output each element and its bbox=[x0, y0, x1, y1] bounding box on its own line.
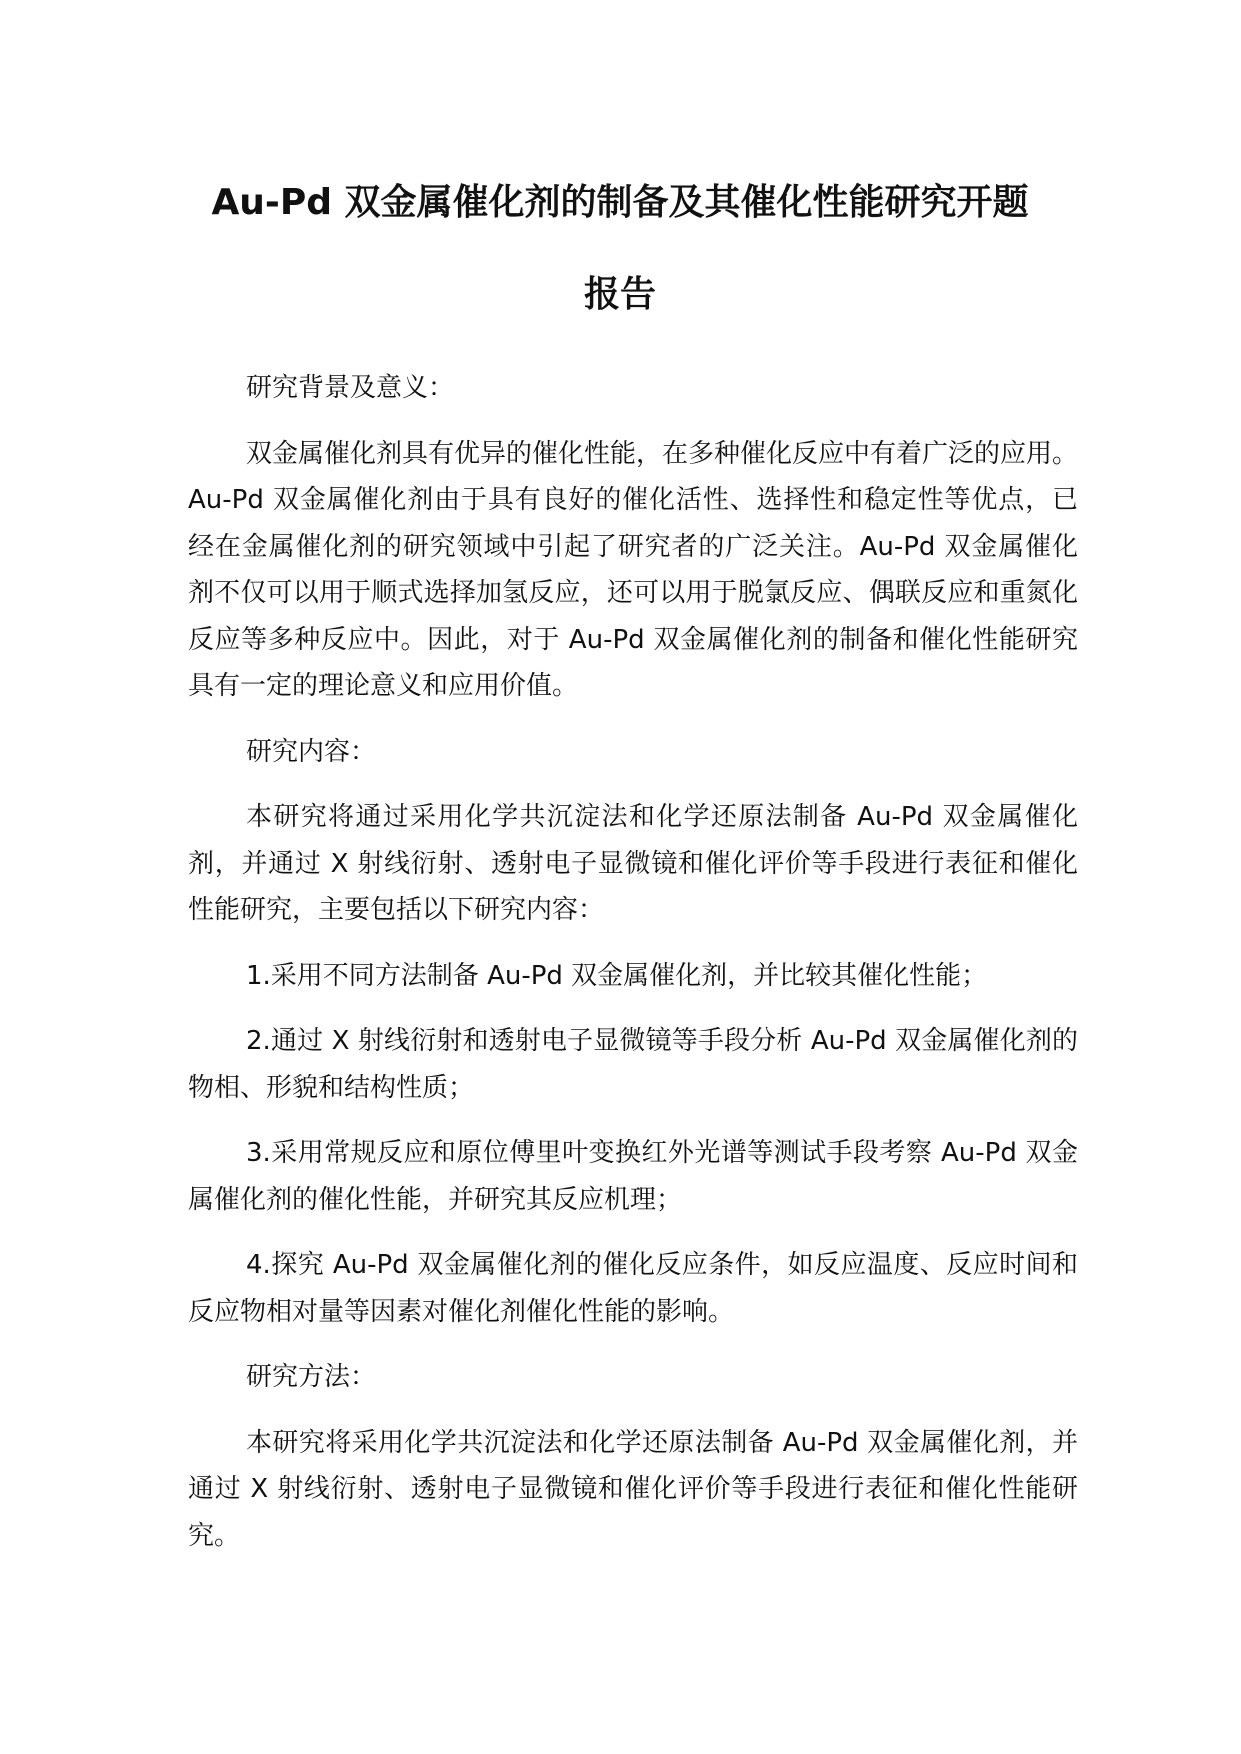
paragraph-background: 双金属催化剂具有优异的催化性能，在多种催化反应中有着广泛的应用。Au-Pd 双金属催化剂由于具有良好的催化活性、选择性和稳定性等优点，已经在金属催化剂的研究领域中引起了研究者的广泛关注。Au-Pd 双金属催化剂不仅可以用于顺式选择加氢反应，还可以用于脱氯反应、偶联反应和重氮化反应等多种反应中。因此，对于 Au-Pd 双金属催化剂的制备和催化性能研究具有一定的理论意义和应用价值。 bbox=[188, 438, 1079, 701]
list-item-3: 3.采用常规反应和原位傅里叶变换红外光谱等测试手段考察 Au-Pd 双金属催化剂的催化性能，并研究其反应机理； bbox=[188, 1138, 1078, 1215]
paragraph-method: 本研究将采用化学共沉淀法和化学还原法制备 Au-Pd 双金属催化剂，并通过 X 射线衍射、透射电子显微镜和催化评价等手段进行表征和催化性能研究。 bbox=[188, 1427, 1078, 1551]
section-heading-background: 研究背景及意义： bbox=[246, 373, 455, 403]
list-item-1: 1.采用不同方法制备 Au-Pd 双金属催化剂，并比较其催化性能； bbox=[246, 960, 988, 991]
section-heading-method: 研究方法： bbox=[246, 1362, 377, 1392]
document-title bbox=[150, 157, 1090, 341]
title-line-1: Au-Pd 双金属催化剂的制备及其催化性能研究开题 bbox=[211, 182, 1029, 223]
title-line-2: 报告 bbox=[583, 274, 656, 315]
list-item-4: 4.探究 Au-Pd 双金属催化剂的催化反应条件，如反应温度、反应时间和反应物相对量等因素对催化剂催化性能的影响。 bbox=[188, 1250, 1078, 1327]
section-heading-content: 研究内容： bbox=[246, 736, 377, 767]
list-item-2: 2.通过 X 射线衍射和透射电子显微镜等手段分析 Au-Pd 双金属催化剂的物相、形貌和结构性质； bbox=[188, 1026, 1078, 1103]
paragraph-content-intro: 本研究将通过采用化学共沉淀法和化学还原法制备 Au-Pd 双金属催化剂，并通过 X 射线衍射、透射电子显微镜和催化评价等手段进行表征和催化性能研究，主要包括以下研究内容： bbox=[188, 802, 1078, 925]
document-body bbox=[188, 365, 1078, 1578]
